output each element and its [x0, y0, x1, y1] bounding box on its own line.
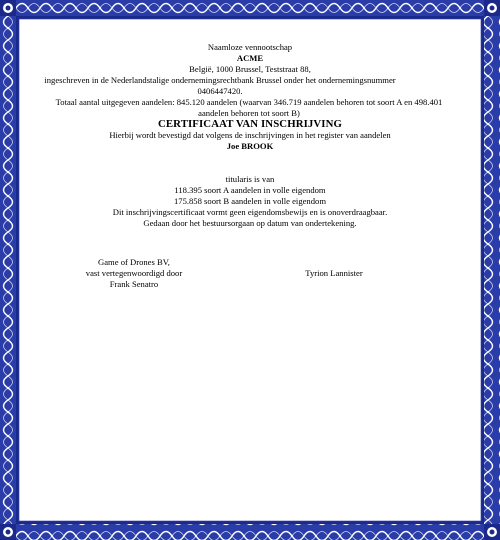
- issued-by-text: Gedaan door het bestuursorgaan op datum van ondertekening.: [143, 218, 357, 228]
- disclaimer-text: Dit inschrijvingscertificaat vormt geen eigendomsbewijs en is onoverdraagbaar.: [112, 207, 388, 217]
- signatory-left-company: Game of Drones BV,: [98, 257, 170, 267]
- registration-text: ingeschreven in de Nederlandstalige ondernemingsrechtbank Brussel onder het ondernemingsnummer 0406447420.: [44, 75, 396, 96]
- holding-type-a: 118.395 soort A aandelen in volle eigendom: [174, 185, 326, 195]
- signatory-right-name: Tyrion Lannister: [305, 268, 363, 278]
- holder-role: titularis is van: [225, 174, 275, 184]
- intro-text: Hierbij wordt bevestigd dat volgens de inschrijvingen in het register van aandelen: [109, 130, 391, 140]
- holding-type-b: 175.858 soort B aandelen in volle eigendom: [173, 196, 327, 206]
- total-shares-text: Totaal aantal uitgegeven aandelen: 845.120 aandelen (waarvan 346.719 aandelen behoren tot soort A en 498.401 aandelen behoren tot soort B): [55, 97, 443, 118]
- holding-block: [40, 174, 460, 207]
- signatory-right: [264, 268, 404, 279]
- signatory-left-role: vast vertegenwoordigd door: [85, 268, 183, 278]
- signature-row: [40, 257, 460, 297]
- signatory-left-name: Frank Senatro: [109, 279, 159, 289]
- company-address: België, 1000 Brussel, Teststraat 88,: [189, 64, 311, 74]
- certificate-body: [40, 42, 460, 297]
- holder-name: Joe BROOK: [226, 141, 274, 151]
- certificate-title: CERTIFICAAT VAN INSCHRIJVING: [157, 118, 342, 130]
- company-name: ACME: [236, 53, 264, 63]
- legal-form: Naamloze vennootschap: [207, 42, 293, 52]
- signatory-left: [64, 257, 204, 290]
